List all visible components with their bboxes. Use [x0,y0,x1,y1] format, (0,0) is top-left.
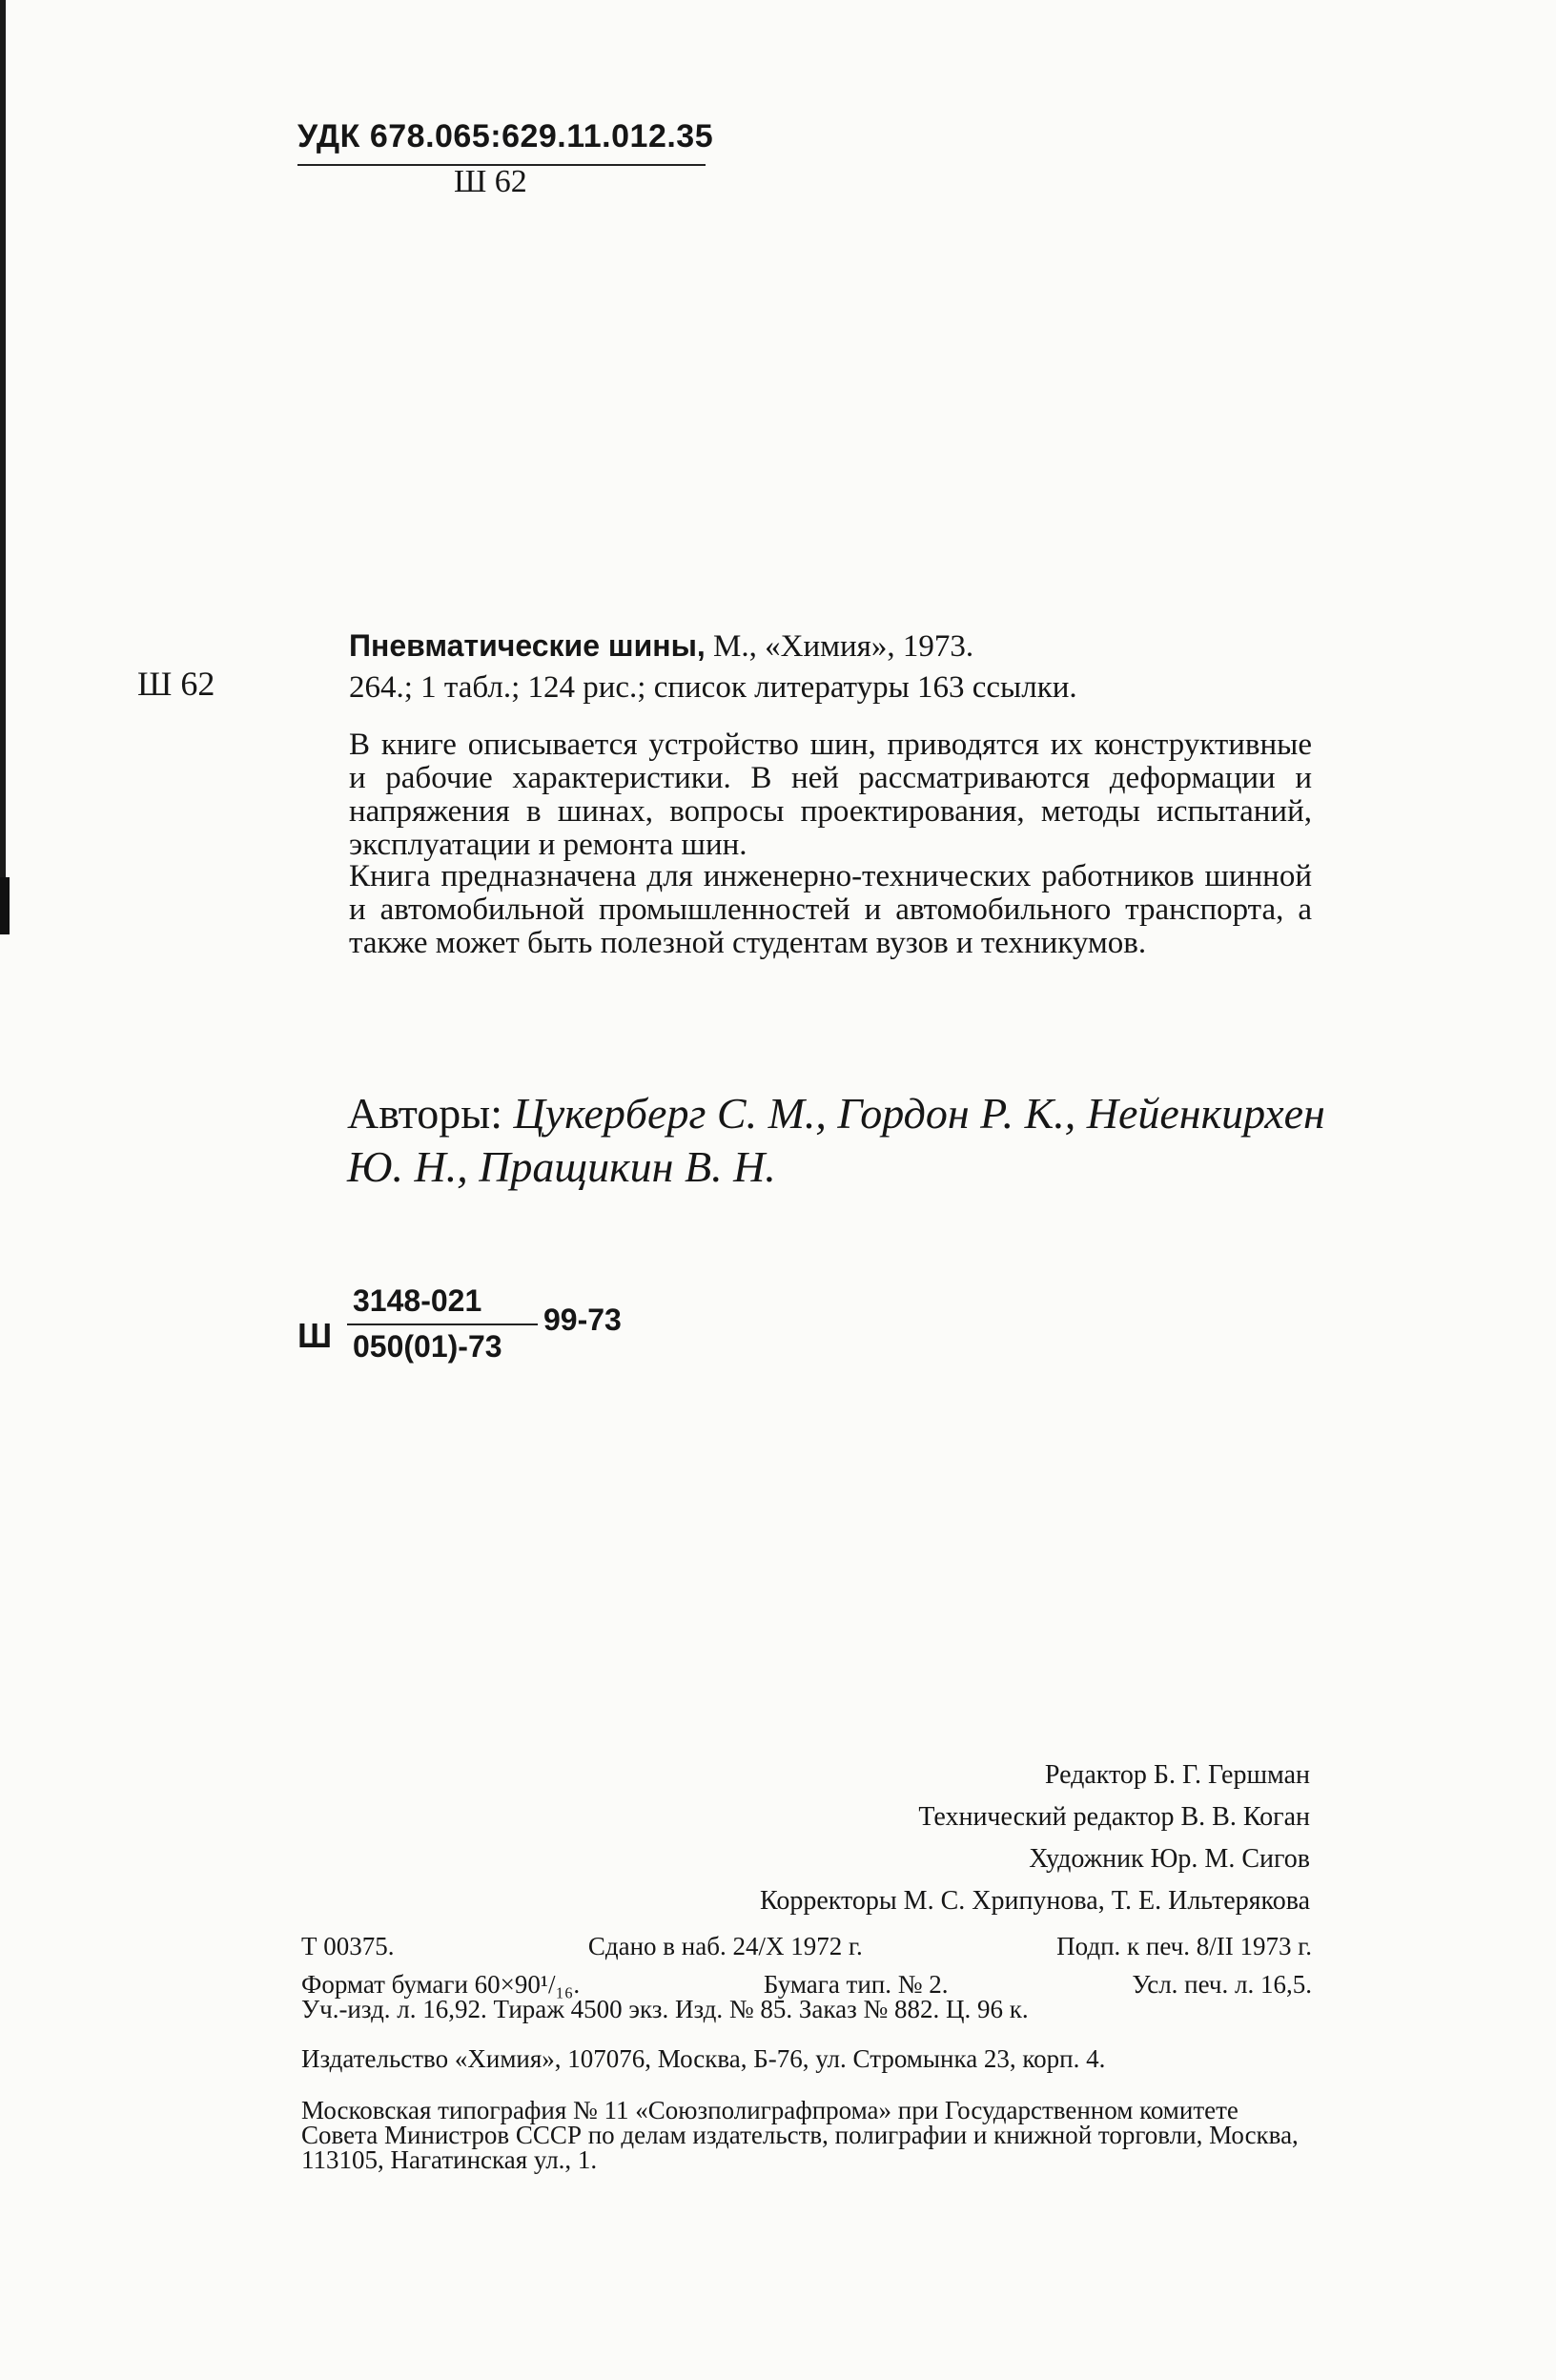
index-code-letter: Ш [297,1316,333,1355]
abstract-paragraph-1: В книге описывается устройство шин, приводятся их конструктивные и рабочие характеристики. В ней рассматриваются деформации и напряжения в шинах, вопросы проектирования, методы испытаний, эксплуатации и ремонта шин. [349,728,1312,862]
imprint-line-3: Уч.-изд. л. 16,92. Тираж 4500 экз. Изд. № 85. Заказ № 882. Ц. 96 к. [301,1995,1029,2023]
imprint-typeset-date: Сдано в наб. 24/X 1972 г. [587,1932,863,1960]
index-code-tail: 99-73 [543,1303,622,1337]
imprint-print-date: Подп. к печ. 8/II 1973 г. [1056,1932,1312,1960]
imprint-line-1 [301,1934,1312,1959]
book-title-line [349,629,1312,664]
index-code-numerator: 3148-021 [353,1283,482,1318]
authors-names: Цукерберг С. М., Гордон Р. К., Нейенкирхен Ю. Н., Пращикин В. Н. [347,1089,1325,1191]
side-code: Ш 62 [137,665,215,703]
imprint-line-2 [301,1972,1312,1997]
imprint-printing-house: Московская типография № 11 «Союзполиграфпрома» при Государственном комитете Совета Министров СССР по делам издательств, полиграфии и книжной торговли, Москва, 113105, Нагатинская ул., 1. [301,2096,1299,2174]
imprint-print-sheets: Усл. печ. л. 16,5. [1132,1970,1312,1999]
authors-label: Авторы: [347,1089,502,1138]
credit-artist: Художник Юр. М. Сигов [1029,1844,1310,1874]
book-publisher: М., «Химия», 1973. [713,629,974,664]
scan-edge-line [0,0,6,915]
book-details: 264.; 1 табл.; 124 рис.; список литературы 163 ссылки. [349,670,1077,705]
imprint-publisher-address: Издательство «Химия», 107076, Москва, Б-76, ул. Стромынка 23, корп. 4. [301,2044,1106,2073]
authors-block [347,1087,1329,1194]
imprint-paper-type: Бумага тип. № 2. [763,1970,949,1999]
index-code-fraction-rule [347,1323,538,1325]
imprint-paper-format: Формат бумаги 60×90¹/₁₆. [301,1970,581,1999]
abstract-paragraph-2: Книга предназначена для инженерно-технических работников шинной и автомобильной промышленностей и автомобильного транспорта, а также может быть полезной студентам вузов и техникумов. [349,859,1312,960]
index-code-denominator: 050(01)-73 [353,1329,502,1364]
udk-code: Ш 62 [454,164,527,199]
credit-tech-editor: Технический редактор В. В. Коган [918,1802,1310,1832]
credit-editor: Редактор Б. Г. Гершман [1044,1760,1310,1790]
udk-label: УДК 678.065:629.11.012.35 [297,118,714,154]
imprint-order-code: Т 00375. [301,1932,395,1960]
scan-edge-mark [0,877,10,934]
book-title: Пневматические шины, [349,628,706,663]
credit-proofreaders: Корректоры М. С. Хрипунова, Т. Е. Ильтерякова [760,1886,1310,1916]
